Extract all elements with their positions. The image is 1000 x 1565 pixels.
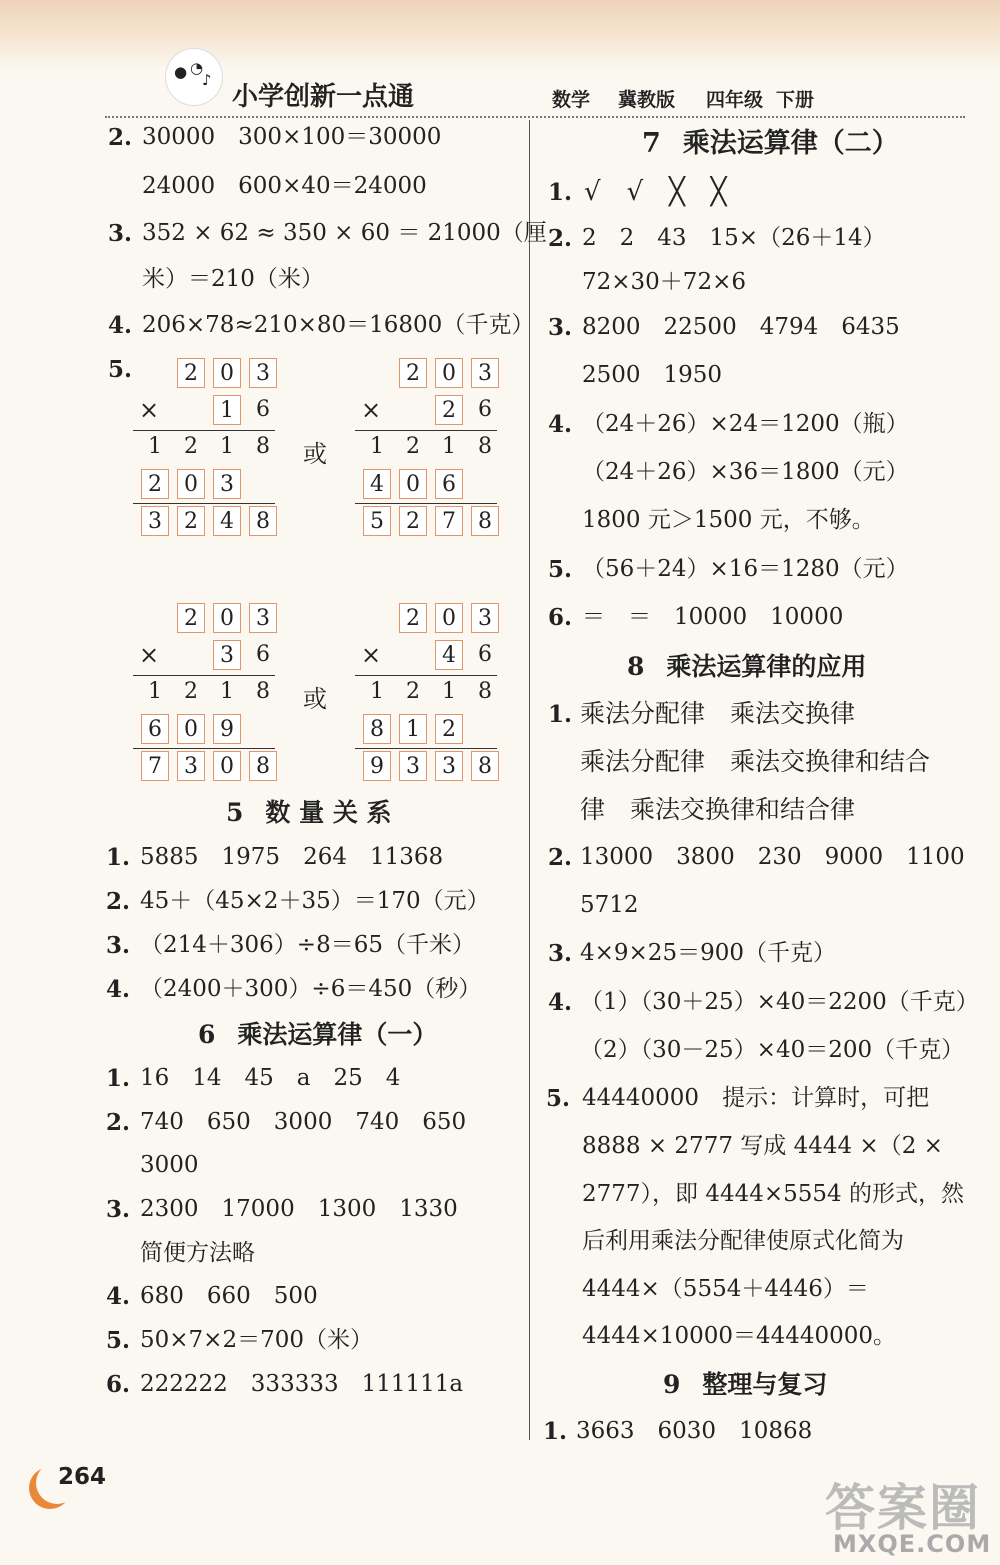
grade-label: 四年级 — [706, 89, 764, 111]
section-number: 6 — [198, 1020, 216, 1049]
filled-digit-box: 0 — [435, 603, 463, 633]
filled-digit-box: 7 — [141, 751, 169, 781]
filled-digit-box: 0 — [177, 469, 205, 499]
book-title: 小学创新一点通 — [232, 82, 415, 112]
answer-line: 乘法分配律 乘法交换律 — [580, 699, 856, 728]
answer-line: 8200 22500 4794 6435 — [582, 314, 900, 340]
digit: 8 — [256, 679, 270, 704]
calc-rule — [133, 503, 275, 504]
item-number: 5. — [546, 1085, 571, 1112]
digit: 1 — [370, 679, 384, 704]
filled-digit-box: 9 — [363, 751, 391, 781]
filled-digit-box: 4 — [213, 506, 241, 536]
digit: 6 — [478, 397, 492, 422]
answer-line: 45＋（45×2＋35）＝170（元） — [140, 888, 490, 914]
answer-line: 8888 × 2777 写成 4444 ×（2 × — [582, 1133, 943, 1159]
answer-line: （24＋26）×24＝1200（瓶） — [582, 411, 909, 437]
section-title: 乘法运算律（一） — [237, 1020, 438, 1049]
answer-line: 乘法分配律 乘法交换律和结合 — [580, 747, 931, 776]
section-number: 7 — [642, 128, 661, 159]
section-number: 9 — [663, 1370, 681, 1399]
item-number: 1. — [548, 701, 573, 728]
item-number: 4. — [548, 989, 573, 1016]
answer-line: 2 2 43 15×（26＋14） — [582, 225, 886, 251]
header-divider — [105, 116, 965, 118]
answer-line: （1）（30＋25）×40＝2200（千克） — [580, 989, 979, 1015]
calc-rule — [133, 748, 275, 749]
digit: 2 — [406, 679, 420, 704]
times-sign: × — [361, 641, 382, 669]
item-number: 3. — [106, 1196, 131, 1223]
answer-line: 30000 300×100＝30000 — [142, 124, 442, 150]
page-number: 264 — [58, 1464, 107, 1490]
item-number: 3. — [106, 932, 131, 959]
filled-digit-box: 5 — [363, 506, 391, 536]
digit: 2 — [184, 679, 198, 704]
watermark-url: MXQE.COM — [833, 1530, 992, 1558]
filled-digit-box: 3 — [177, 751, 205, 781]
answer-line: 24000 600×40＝24000 — [142, 173, 427, 199]
digit: 6 — [256, 397, 270, 422]
digit: 1 — [220, 679, 234, 704]
item-number: 4. — [106, 976, 131, 1003]
item-number: 1. — [548, 179, 573, 206]
answer-line: 50×7×2＝700（米） — [140, 1327, 373, 1353]
answer-line: 米）＝210（米） — [142, 266, 324, 292]
vertical-multiplication — [355, 603, 505, 783]
filled-digit-box: 6 — [435, 469, 463, 499]
filled-digit-box: 0 — [213, 751, 241, 781]
item-number: 2. — [106, 888, 131, 915]
answer-line: 72×30＋72×6 — [582, 269, 746, 295]
answer-line: 3000 — [140, 1152, 199, 1178]
filled-digit-box: 0 — [399, 469, 427, 499]
answer-line: （56＋24）×16＝1280（元） — [582, 556, 909, 582]
answer-line: 律 乘法交换律和结合律 — [580, 795, 856, 824]
answer-line: 16 14 45 a 25 4 — [140, 1065, 401, 1091]
watermark-logo — [825, 1468, 992, 1560]
digit: 8 — [478, 434, 492, 459]
answer-line: √ √ ╳ ╳ — [584, 177, 727, 207]
answer-line: 后利用乘法分配律使原式化简为 — [582, 1228, 904, 1254]
item-number: 1. — [106, 844, 131, 871]
calc-rule — [133, 675, 275, 676]
calc-rule — [133, 430, 275, 431]
answer-line: 3663 6030 10868 — [576, 1418, 813, 1444]
answer-line: 4444×10000＝44440000。 — [582, 1323, 897, 1349]
answer-line: 352 × 62 ≈ 350 × 60 ＝ 21000（厘 — [142, 220, 547, 246]
answer-line: 740 650 3000 740 650 — [140, 1109, 467, 1135]
item-number: 2. — [548, 844, 573, 871]
answer-line: 44440000 提示：计算时，可把 — [582, 1085, 930, 1111]
calc-rule — [355, 748, 497, 749]
answer-line: 简便方法略 — [140, 1240, 255, 1266]
item-number: 3. — [548, 314, 573, 341]
filled-digit-box: 3 — [213, 469, 241, 499]
subject-label: 数学 — [552, 89, 591, 111]
or-word: 或 — [303, 440, 327, 468]
item-number: 5. — [548, 556, 573, 583]
answer-line: 222222 333333 111111a — [140, 1371, 464, 1397]
vertical-multiplication — [133, 358, 283, 538]
filled-digit-box: 4 — [435, 640, 463, 670]
filled-digit-box: 2 — [399, 603, 427, 633]
filled-digit-box: 0 — [213, 358, 241, 388]
calc-rule — [355, 675, 497, 676]
item-number: 1. — [543, 1418, 568, 1445]
digit: 6 — [256, 642, 270, 667]
digit: 8 — [478, 679, 492, 704]
volume-label: 下册 — [776, 89, 815, 111]
item-number: 2. — [106, 1109, 131, 1136]
answer-line: ＝ ＝ 10000 10000 — [582, 604, 844, 630]
times-sign: × — [139, 396, 160, 424]
filled-digit-box: 4 — [363, 469, 391, 499]
calc-rule — [355, 430, 497, 431]
filled-digit-box: 0 — [435, 358, 463, 388]
filled-digit-box: 0 — [177, 714, 205, 744]
item-number: 5. — [106, 1327, 131, 1354]
digit: 1 — [148, 434, 162, 459]
answer-line: 4444×（5554＋4446）＝ — [582, 1276, 869, 1302]
header-band — [0, 0, 1000, 70]
answer-line: 680 660 500 — [140, 1283, 318, 1309]
answer-line: 5885 1975 264 11368 — [140, 844, 444, 870]
section-title: 整理与复习 — [702, 1370, 828, 1399]
filled-digit-box: 2 — [435, 714, 463, 744]
filled-digit-box: 8 — [249, 506, 277, 536]
answer-line: 1800 元＞1500 元，不够。 — [582, 507, 875, 533]
digit: 1 — [148, 679, 162, 704]
filled-digit-box: 8 — [471, 751, 499, 781]
times-sign: × — [361, 396, 382, 424]
section-heading-5 — [226, 800, 392, 825]
section-title: 数 量 关 系 — [265, 798, 392, 827]
item-number: 2. — [548, 225, 573, 252]
digit: 1 — [370, 434, 384, 459]
item-number: 4. — [106, 1283, 131, 1310]
answer-line: 13000 3800 230 9000 1100 — [580, 844, 965, 870]
filled-digit-box: 3 — [213, 640, 241, 670]
section-heading-7 — [642, 130, 899, 157]
filled-digit-box: 2 — [177, 358, 205, 388]
filled-digit-box: 8 — [363, 714, 391, 744]
mascot-logo-icon: ● ◔ ♪ — [165, 48, 223, 106]
filled-digit-box: 2 — [141, 469, 169, 499]
section-heading-8 — [627, 654, 866, 679]
section-number: 8 — [627, 652, 645, 681]
filled-digit-box: 2 — [177, 506, 205, 536]
answer-line: （2）（30－25）×40＝200（千克） — [580, 1037, 965, 1063]
item-number: 2. — [108, 124, 133, 151]
section-title: 乘法运算律（二） — [682, 128, 899, 159]
item-number: 3. — [548, 940, 573, 967]
filled-digit-box: 7 — [435, 506, 463, 536]
answer-line: （24＋26）×36＝1800（元） — [582, 459, 909, 485]
answer-line: 206×78≈210×80＝16800（千克） — [142, 312, 535, 338]
answer-line: 5712 — [580, 892, 639, 918]
filled-digit-box: 3 — [249, 358, 277, 388]
filled-digit-box: 2 — [399, 506, 427, 536]
filled-digit-box: 3 — [249, 603, 277, 633]
answer-line: 2777），即 4444×5554 的形式，然 — [582, 1181, 964, 1207]
filled-digit-box: 9 — [213, 714, 241, 744]
filled-digit-box: 0 — [213, 603, 241, 633]
filled-digit-box: 2 — [435, 395, 463, 425]
calc-rule — [355, 503, 497, 504]
vertical-multiplication — [355, 358, 505, 538]
digit: 2 — [406, 434, 420, 459]
item-number: 4. — [108, 312, 133, 339]
item-number: 5. — [108, 356, 133, 383]
filled-digit-box: 8 — [249, 751, 277, 781]
item-number: 6. — [548, 604, 573, 631]
section-heading-6 — [198, 1022, 437, 1047]
section-number: 5 — [226, 798, 244, 827]
filled-digit-box: 1 — [213, 395, 241, 425]
edition-label: 冀教版 — [618, 89, 676, 111]
digit: 6 — [478, 642, 492, 667]
section-title: 乘法运算律的应用 — [666, 652, 867, 681]
vertical-multiplication — [133, 603, 283, 783]
answer-line: 2300 17000 1300 1330 — [140, 1196, 458, 1222]
digit: 1 — [442, 679, 456, 704]
section-heading-9 — [663, 1372, 827, 1397]
answer-line: （214＋306）÷8＝65（千米） — [140, 932, 475, 958]
answer-line: （2400＋300）÷6＝450（秒） — [140, 976, 482, 1002]
times-sign: × — [139, 641, 160, 669]
answer-line: 4×9×25＝900（千克） — [580, 940, 836, 966]
answer-line: 2500 1950 — [582, 362, 723, 388]
digit: 2 — [184, 434, 198, 459]
filled-digit-box: 1 — [399, 714, 427, 744]
filled-digit-box: 2 — [399, 358, 427, 388]
filled-digit-box: 6 — [141, 714, 169, 744]
digit: 1 — [442, 434, 456, 459]
filled-digit-box: 3 — [141, 506, 169, 536]
item-number: 4. — [548, 411, 573, 438]
filled-digit-box: 3 — [399, 751, 427, 781]
filled-digit-box: 2 — [177, 603, 205, 633]
item-number: 6. — [106, 1371, 131, 1398]
or-word: 或 — [303, 685, 327, 713]
filled-digit-box: 8 — [471, 506, 499, 536]
item-number: 3. — [108, 220, 133, 247]
digit: 8 — [256, 434, 270, 459]
item-number: 1. — [106, 1065, 131, 1092]
watermark-text: 答案圈 — [825, 1479, 981, 1537]
filled-digit-box: 3 — [471, 358, 499, 388]
filled-digit-box: 3 — [435, 751, 463, 781]
digit: 1 — [220, 434, 234, 459]
filled-digit-box: 3 — [471, 603, 499, 633]
